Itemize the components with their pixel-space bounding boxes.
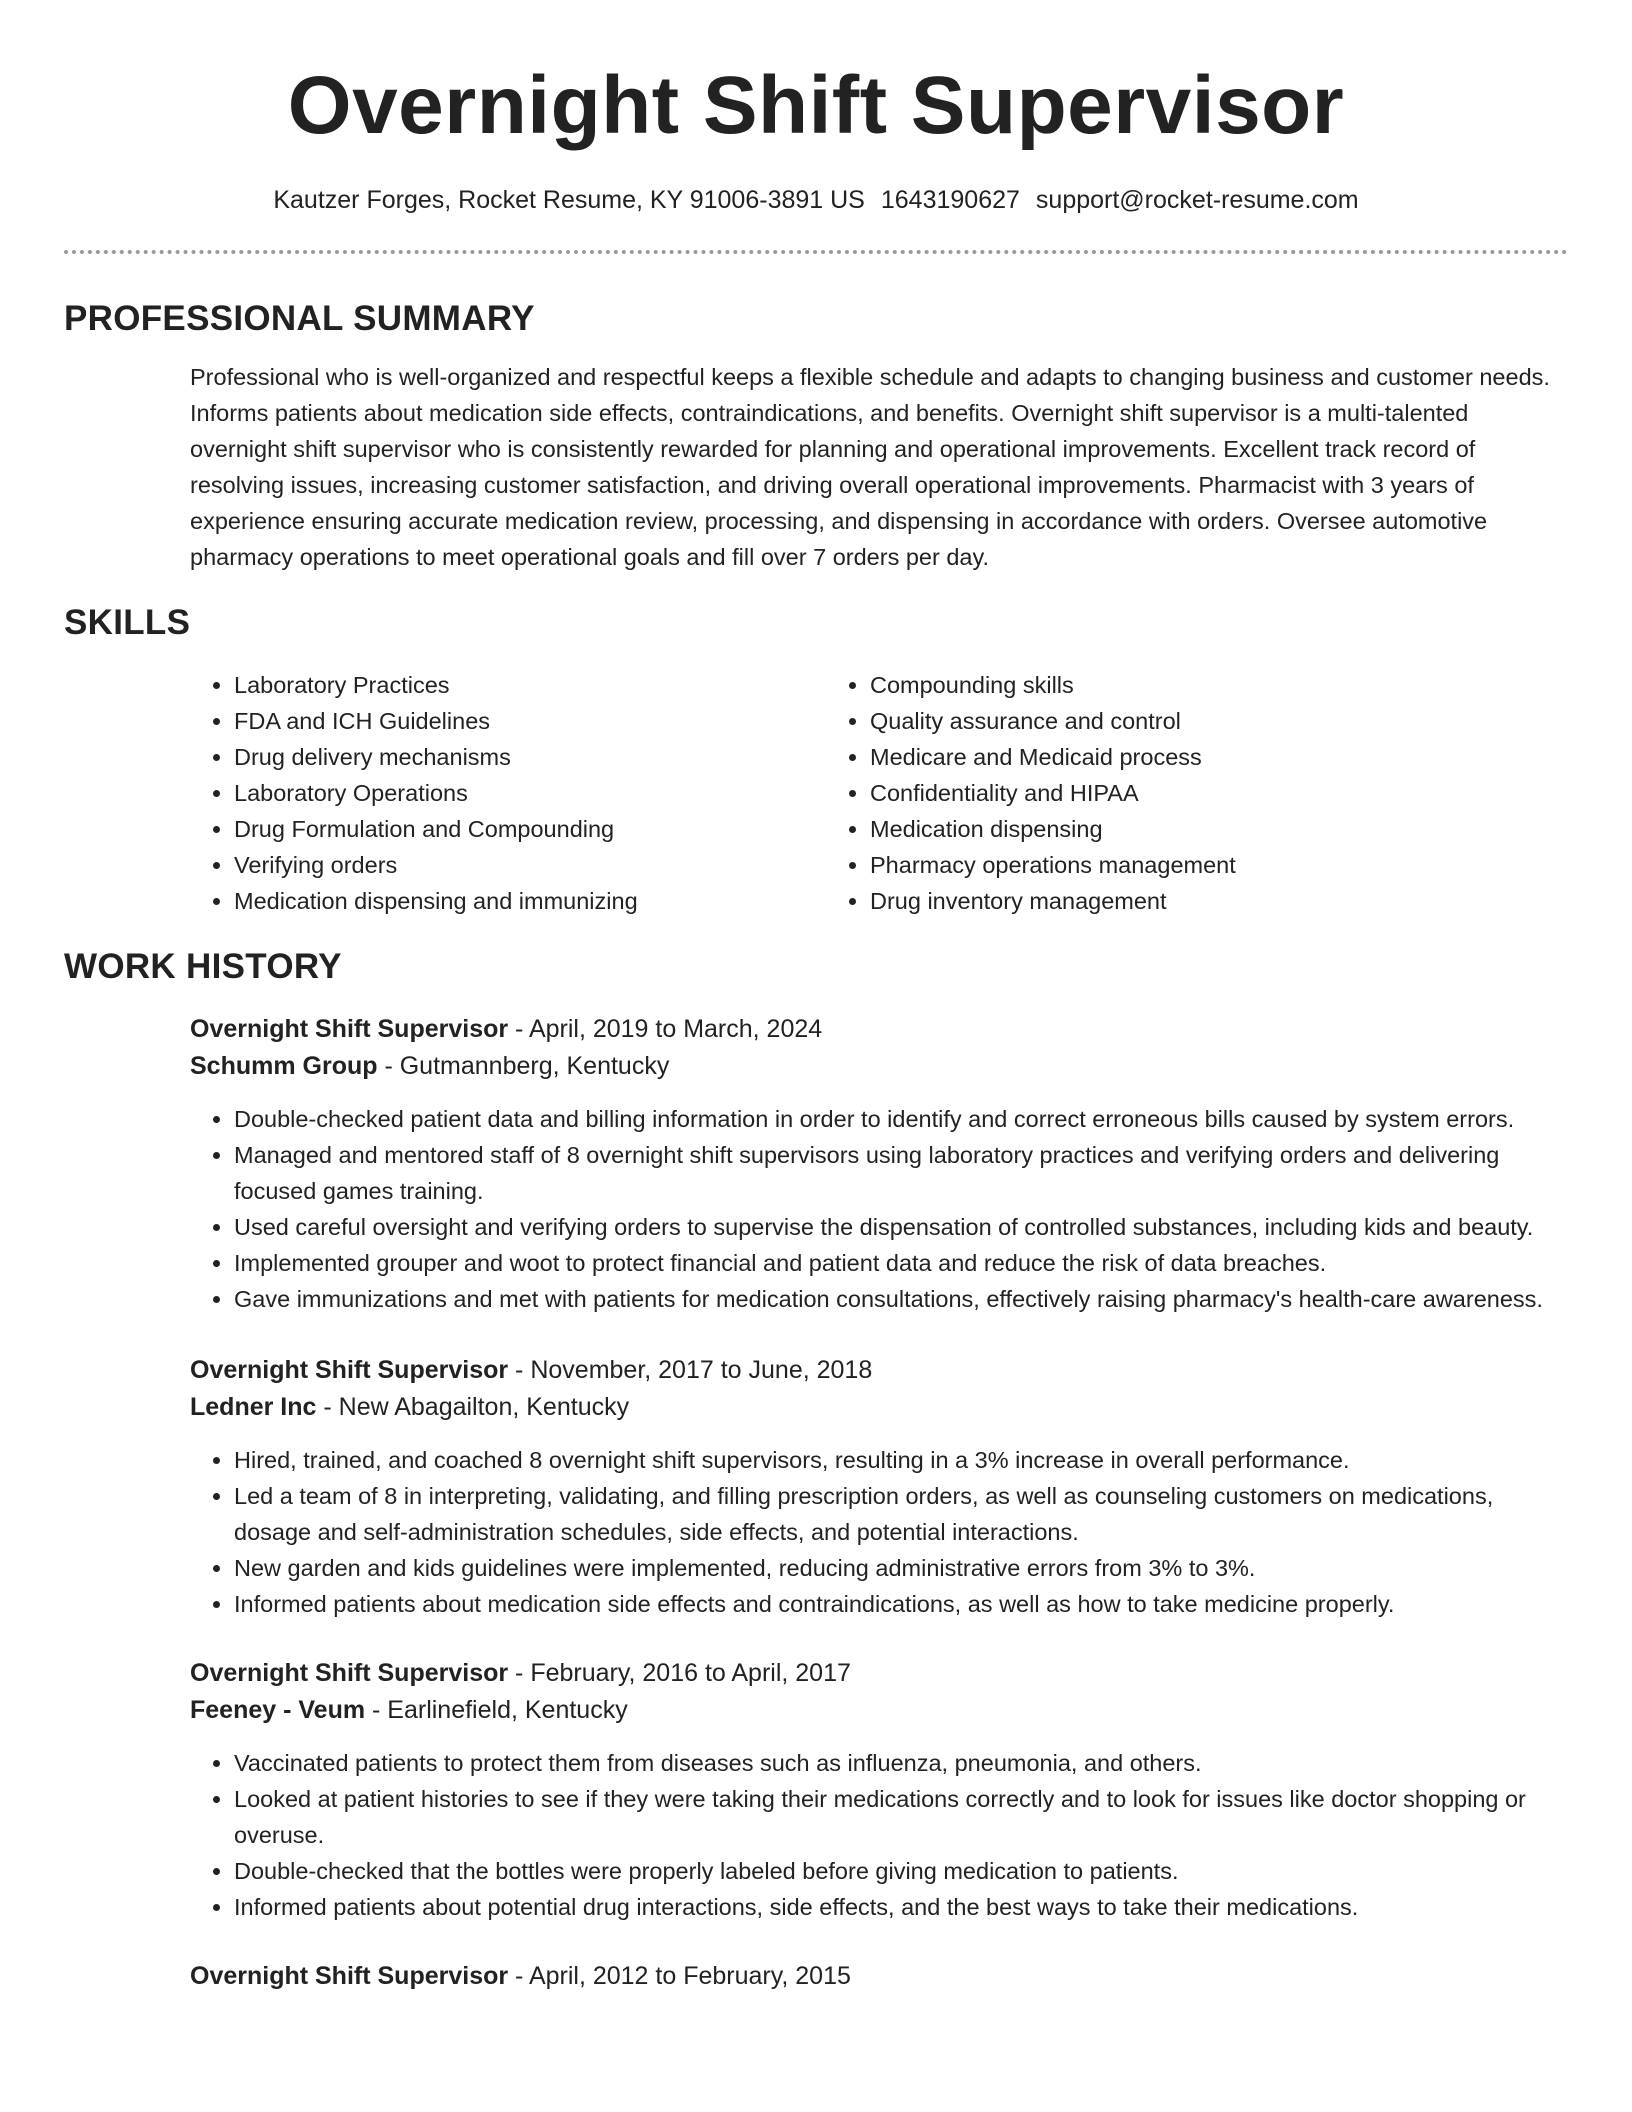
job-bullets xyxy=(190,1745,1568,1925)
job-dates: - April, 2012 to February, 2015 xyxy=(508,1962,851,1990)
skill-item: • Drug Formulation and Compounding xyxy=(234,811,826,847)
work-history-heading: WORK HISTORY xyxy=(64,947,342,986)
job-entry xyxy=(190,1958,1568,1994)
skill-item: • Compounding skills xyxy=(870,667,1462,703)
header-divider xyxy=(64,250,1568,254)
job-dates: - April, 2019 to March, 2024 xyxy=(508,1015,823,1043)
summary-text: Professional who is well-organized and respectful keeps a flexible schedule and adapts to changing business and customer needs. Informs patients about medication side effects, contraindications, and benefits. Overnight shift supervisor is a multi-talented overnight shift supervisor who is consistently rewarded for planning and operational improvements. Excellent track record of resolving issues, increasing customer satisfaction, and driving overall operational improvements. Pharmacist with 3 years of experience ensuring accurate medication review, processing, and dispensing in accordance with orders. Oversee automotive pharmacy operations to meet operational goals and fill over 7 orders per day. xyxy=(190,364,1550,570)
skills-column-left xyxy=(190,667,826,919)
skill-item: • Confidentiality and HIPAA xyxy=(870,775,1462,811)
job-location: - Earlinefield, Kentucky xyxy=(365,1696,628,1724)
job-bullet: • Double-checked patient data and billing information in order to identify and correct erroneous bills caused by system errors. xyxy=(234,1101,1568,1137)
skill-item: • Laboratory Practices xyxy=(234,667,826,703)
job-bullet: • Used careful oversight and verifying orders to supervise the dispensation of controlled substances, including kids and beauty. xyxy=(234,1209,1568,1245)
skill-item: • Laboratory Operations xyxy=(234,775,826,811)
job-bullet: • Managed and mentored staff of 8 overnight shift supervisors using laboratory practices and verifying orders and delivering focused games training. xyxy=(234,1137,1568,1209)
job-dates: - November, 2017 to June, 2018 xyxy=(508,1356,873,1384)
job-title-line xyxy=(190,1958,1568,1994)
contact-email: support@rocket-resume.com xyxy=(1035,186,1359,214)
skill-item: • Quality assurance and control xyxy=(870,703,1462,739)
job-bullet: • Looked at patient histories to see if they were taking their medications correctly and to look for issues like doctor shopping or overuse. xyxy=(234,1781,1568,1853)
job-title-line xyxy=(190,1011,1568,1047)
job-bullet: • Vaccinated patients to protect them from diseases such as influenza, pneumonia, and others. xyxy=(234,1745,1568,1781)
job-bullet: • Gave immunizations and met with patients for medication consultations, effectively raising pharmacy's health-care awareness. xyxy=(234,1281,1568,1317)
skill-item: • Pharmacy operations management xyxy=(870,847,1462,883)
skill-item: • Drug inventory management xyxy=(870,883,1462,919)
job-dates: - February, 2016 to April, 2017 xyxy=(508,1659,851,1687)
skill-item: • Drug delivery mechanisms xyxy=(234,739,826,775)
job-company-line xyxy=(190,1691,1568,1729)
job-title: Overnight Shift Supervisor xyxy=(190,1962,509,1990)
contact-phone: 1643190627 xyxy=(880,186,1020,214)
job-location: - New Abagailton, Kentucky xyxy=(316,1393,630,1421)
job-company: Ledner Inc xyxy=(190,1393,317,1421)
job-company-line xyxy=(190,1047,1568,1085)
job-bullets xyxy=(190,1101,1568,1317)
contact-address: Kautzer Forges, Rocket Resume, KY 91006-3891 US xyxy=(273,186,865,214)
job-entry xyxy=(190,1352,1568,1622)
job-title: Overnight Shift Supervisor xyxy=(190,1356,509,1384)
summary-heading: PROFESSIONAL SUMMARY xyxy=(64,299,535,338)
job-bullet: • Informed patients about medication side effects and contraindications, as well as how to take medicine properly. xyxy=(234,1586,1568,1622)
job-bullet: • Informed patients about potential drug interactions, side effects, and the best ways to take their medications. xyxy=(234,1889,1568,1925)
job-company: Schumm Group xyxy=(190,1052,378,1080)
job-bullet: • Implemented grouper and woot to protect financial and patient data and reduce the risk of data breaches. xyxy=(234,1245,1568,1281)
skill-item: • Medicare and Medicaid process xyxy=(870,739,1462,775)
job-entry xyxy=(190,1655,1568,1925)
job-bullet: • New garden and kids guidelines were implemented, reducing administrative errors from 3% to 3%. xyxy=(234,1550,1568,1586)
job-bullet: • Hired, trained, and coached 8 overnight shift supervisors, resulting in a 3% increase in overall performance. xyxy=(234,1442,1568,1478)
job-title: Overnight Shift Supervisor xyxy=(190,1659,509,1687)
contact-line xyxy=(64,184,1568,216)
skill-item: • Medication dispensing xyxy=(870,811,1462,847)
job-location: - Gutmannberg, Kentucky xyxy=(377,1052,670,1080)
resume-name: Overnight Shift Supervisor xyxy=(287,60,1345,151)
skill-item: • Verifying orders xyxy=(234,847,826,883)
job-title-line xyxy=(190,1352,1568,1388)
job-entry xyxy=(190,1011,1568,1317)
skills-heading: SKILLS xyxy=(64,603,191,642)
job-title: Overnight Shift Supervisor xyxy=(190,1015,509,1043)
skill-item: • Medication dispensing and immunizing xyxy=(234,883,826,919)
skill-item: • FDA and ICH Guidelines xyxy=(234,703,826,739)
job-bullet: • Double-checked that the bottles were properly labeled before giving medication to patients. xyxy=(234,1853,1568,1889)
job-bullets xyxy=(190,1442,1568,1622)
skills-list xyxy=(190,667,1568,919)
job-company-line xyxy=(190,1388,1568,1426)
job-company: Feeney - Veum xyxy=(190,1696,366,1724)
job-bullet: • Led a team of 8 in interpreting, validating, and filling prescription orders, as well as counseling customers on medications, dosage and self-administration schedules, side effects, and potential interactions. xyxy=(234,1478,1568,1550)
skills-column-right xyxy=(826,667,1462,919)
job-title-line xyxy=(190,1655,1568,1691)
